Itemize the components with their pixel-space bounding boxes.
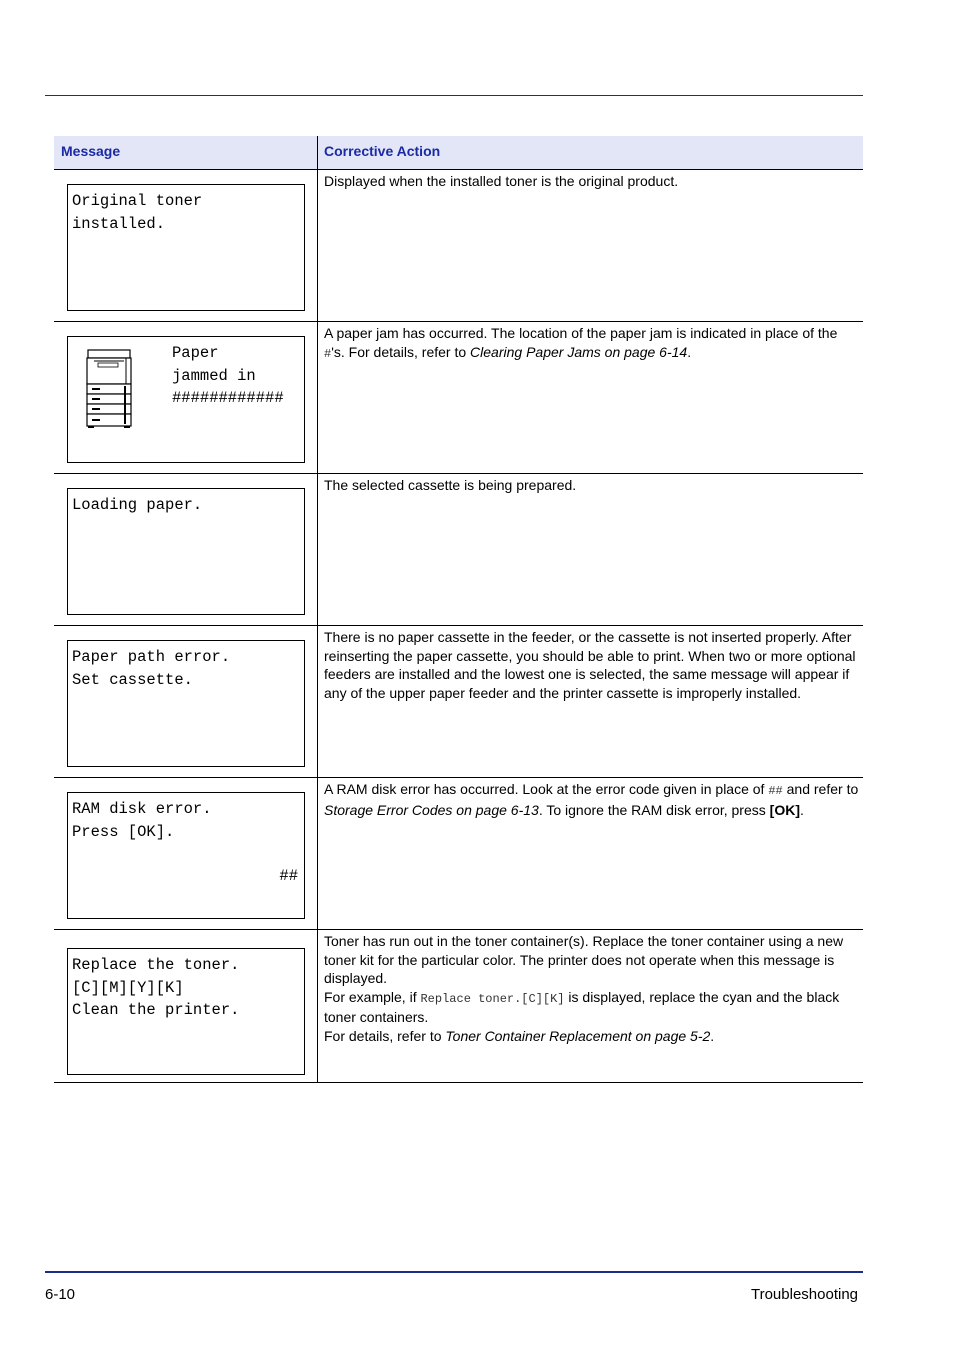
message-cell: [54, 626, 318, 777]
action-cell: [318, 778, 863, 929]
action-text-part: 's. For details, refer to: [331, 343, 471, 360]
message-table: [54, 136, 863, 1083]
message-cell: [54, 322, 318, 473]
message-cell: [54, 170, 318, 321]
lcd-line: Clean the printer.: [72, 1001, 240, 1019]
table-row: [54, 778, 863, 930]
action-text-part: For example, if: [324, 988, 421, 1005]
footer-rule: [45, 1271, 863, 1273]
action-text-part: . To ignore the RAM disk error, press: [538, 801, 770, 818]
cross-reference: Toner Container Replacement on page 5-2: [445, 1027, 711, 1044]
action-text: There is no paper cassette in the feeder, or the cassette is not inserted properly. After reinserting the paper cassette, you should be able to print. When two or more optional feeders are installed and the lowest one is selected, the same message will appear if any of the upper paper feeder and the printer cassette is improperly installed.: [324, 629, 856, 701]
lcd-line: Replace the toner.: [72, 956, 240, 974]
column-header-message: Message: [54, 136, 318, 169]
table-header: [54, 136, 863, 170]
lcd-line: Set cassette.: [72, 670, 193, 689]
action-cell: [318, 930, 863, 1082]
lcd-display: [67, 792, 305, 919]
table-row: [54, 322, 863, 474]
lcd-display: [67, 488, 305, 615]
lcd-line: Press [OK].: [72, 822, 175, 841]
action-text: [324, 780, 859, 819]
cross-reference: Storage Error Codes on page 6-13: [324, 801, 539, 818]
action-text-part: For details, refer to: [324, 1027, 446, 1044]
action-text-part: .: [710, 1027, 715, 1044]
action-text: [324, 988, 859, 1027]
header-rule: [45, 95, 863, 96]
action-text-part: A RAM disk error has occurred. Look at the error code given in place of: [324, 781, 769, 797]
printer-icon: [86, 349, 134, 429]
lcd-line: Paper: [172, 344, 219, 362]
message-cell: [54, 930, 318, 1082]
action-cell: [318, 626, 863, 777]
key-label: [OK]: [769, 801, 800, 818]
action-text-part: and refer to: [782, 781, 859, 797]
code-text: ##: [768, 784, 783, 798]
table-row: [54, 626, 863, 778]
lcd-line: installed.: [72, 214, 166, 233]
lcd-line: ############: [172, 389, 284, 407]
action-text-part: .: [687, 343, 692, 360]
action-text-part: .: [799, 801, 804, 818]
lcd-line: jammed in: [172, 366, 256, 385]
cross-reference: Clearing Paper Jams on page 6-14: [470, 343, 688, 360]
action-cell: [318, 170, 863, 321]
table-row: [54, 474, 863, 626]
action-text: [324, 324, 859, 363]
action-cell: [318, 322, 863, 473]
table-row: [54, 930, 863, 1083]
lcd-line: RAM disk error.: [72, 800, 212, 818]
action-text-part: A paper jam has occurred. The location of the paper jam is indicated in place of the: [324, 325, 838, 341]
lcd-line: Original toner: [72, 192, 203, 210]
message-cell: [54, 778, 318, 929]
column-header-action: Corrective Action: [324, 143, 441, 159]
code-text: Replace toner.[C][K]: [420, 991, 565, 1006]
code-text: #: [324, 346, 332, 361]
lcd-display: [67, 948, 305, 1075]
action-text: Displayed when the installed toner is the original product.: [324, 173, 679, 189]
action-text: The selected cassette is being prepared.: [324, 477, 577, 493]
table-row: [54, 170, 863, 322]
action-text: [324, 1027, 859, 1046]
action-text-part: is displayed, replace the cyan and the black toner containers.: [324, 988, 840, 1025]
message-cell: [54, 474, 318, 625]
lcd-line: Paper path error.: [72, 648, 231, 666]
lcd-display: [67, 336, 305, 463]
lcd-line: [C][M][Y][K]: [72, 978, 184, 997]
lcd-display: [67, 184, 305, 311]
action-text: Toner has run out in the toner container(s). Replace the toner container using a new toner kit for the particular color. The printer does not operate when this message is displayed.: [324, 933, 844, 986]
action-cell: [318, 474, 863, 625]
section-title: Troubleshooting: [750, 1286, 858, 1303]
lcd-display: [67, 640, 305, 767]
lcd-line: Loading paper.: [72, 496, 203, 514]
lcd-error-code: ##: [279, 867, 298, 885]
page-number: 6-10: [45, 1286, 76, 1303]
